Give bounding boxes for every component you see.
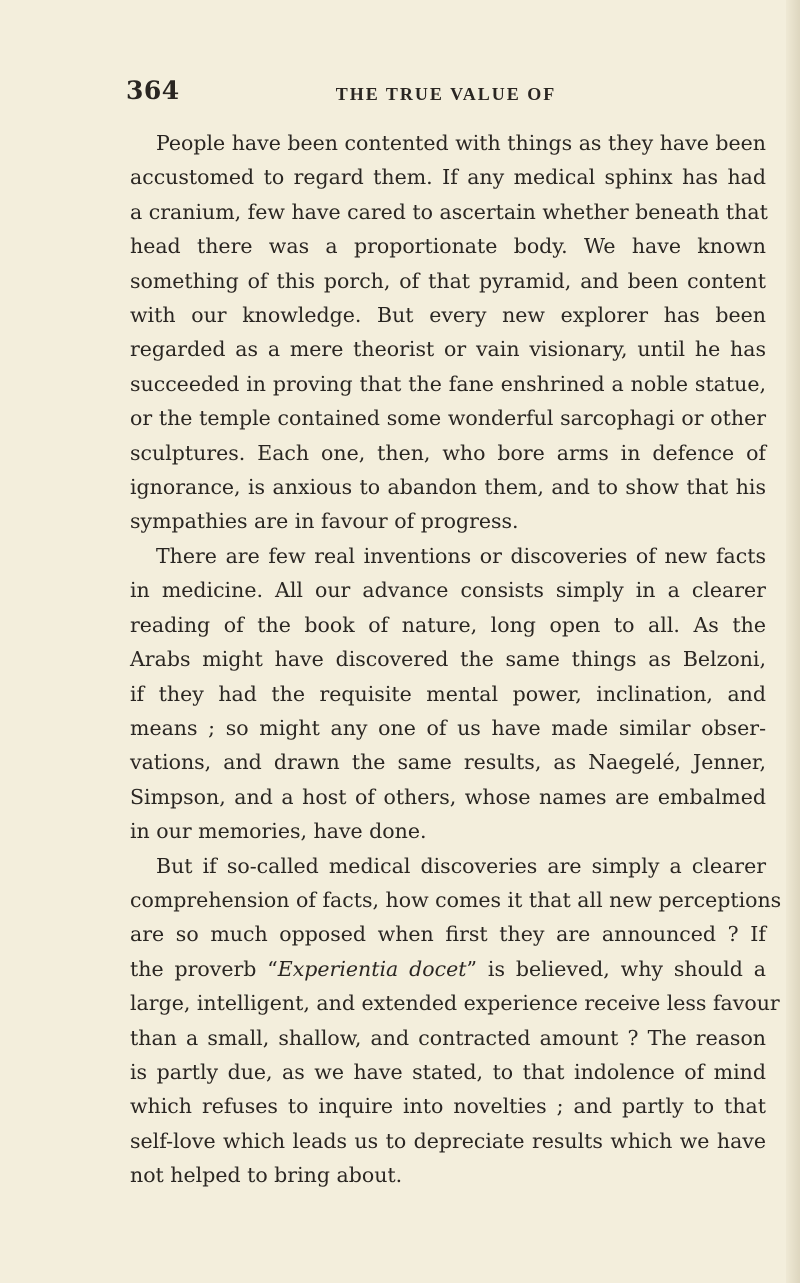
text-line: comprehension of facts, how comes it that all new perceptions — [130, 887, 782, 912]
text-line: something of this porch, of that pyramid, and been content — [130, 268, 766, 293]
text-line: is partly due, as we have stated, to that indolence of mind — [130, 1059, 766, 1084]
text-line: ignorance, is anxious to abandon them, and to show that his — [130, 475, 766, 500]
page-header — [126, 76, 766, 116]
running-head: THE TRUE VALUE OF — [335, 84, 557, 104]
text-line: self-love which leads us to depreciate results which we have — [130, 1128, 766, 1153]
text-line: with our knowledge. But every new explorer has been — [130, 303, 766, 328]
text-line: in our memories, have done. — [130, 819, 427, 844]
text-line: head there was a proportionate body. We have known — [130, 234, 766, 259]
text-line: But if so-called medical discoveries are simply a clearer — [156, 853, 766, 878]
text-line: Arabs might have discovered the same things as Belzoni, — [130, 647, 766, 672]
text-line: than a small, shallow, and contracted amount ? The reason — [130, 1025, 766, 1050]
proverb-italic: Experientia docet — [277, 956, 467, 981]
text-line: which refuses to inquire into novelties ; and partly to that — [130, 1094, 766, 1119]
text-line: in medicine. All our advance consists simply in a clearer — [130, 578, 766, 603]
body-text — [130, 126, 782, 1193]
text-line: succeeded in proving that the fane enshrined a noble statue, — [130, 371, 766, 396]
text-line: or the temple contained some wonderful sarcophagi or other — [130, 406, 766, 431]
text-line: reading of the book of nature, long open to all. As the — [130, 612, 766, 637]
text-line: vations, and drawn the same results, as Naegelé, Jenner, — [130, 750, 766, 775]
text-line: People have been contented with things as they have been — [156, 131, 766, 155]
text-line: sympathies are in favour of progress. — [130, 509, 519, 534]
text-line: accustomed to regard them. If any medical sphinx has had — [130, 165, 766, 190]
text-line: Simpson, and a host of others, whose names are embalmed — [130, 784, 766, 809]
text-line: regarded as a mere theorist or vain visionary, until he has — [130, 337, 766, 362]
page-edge — [786, 0, 800, 1283]
text-line: There are few real inventions or discoveries of new facts — [156, 543, 766, 568]
text-line: a cranium, few have cared to ascertain whether beneath that — [130, 199, 768, 224]
text-line: sculptures. Each one, then, who bore arms in defence of — [130, 440, 766, 465]
text-line-proverb — [130, 952, 766, 986]
page-number: 364 — [126, 76, 180, 105]
text-line: means ; so might any one of us have made similar obser- — [130, 715, 766, 740]
text-line: not helped to bring about. — [130, 1163, 403, 1188]
text-line: are so much opposed when first they are announced ? If — [130, 922, 766, 947]
proverb-suffix: ” is believed, why should a — [466, 956, 766, 981]
proverb-prefix: the proverb “ — [130, 956, 278, 981]
text-line: large, intelligent, and extended experience receive less favour — [130, 991, 780, 1016]
text-line: if they had the requisite mental power, inclination, and — [130, 681, 766, 706]
